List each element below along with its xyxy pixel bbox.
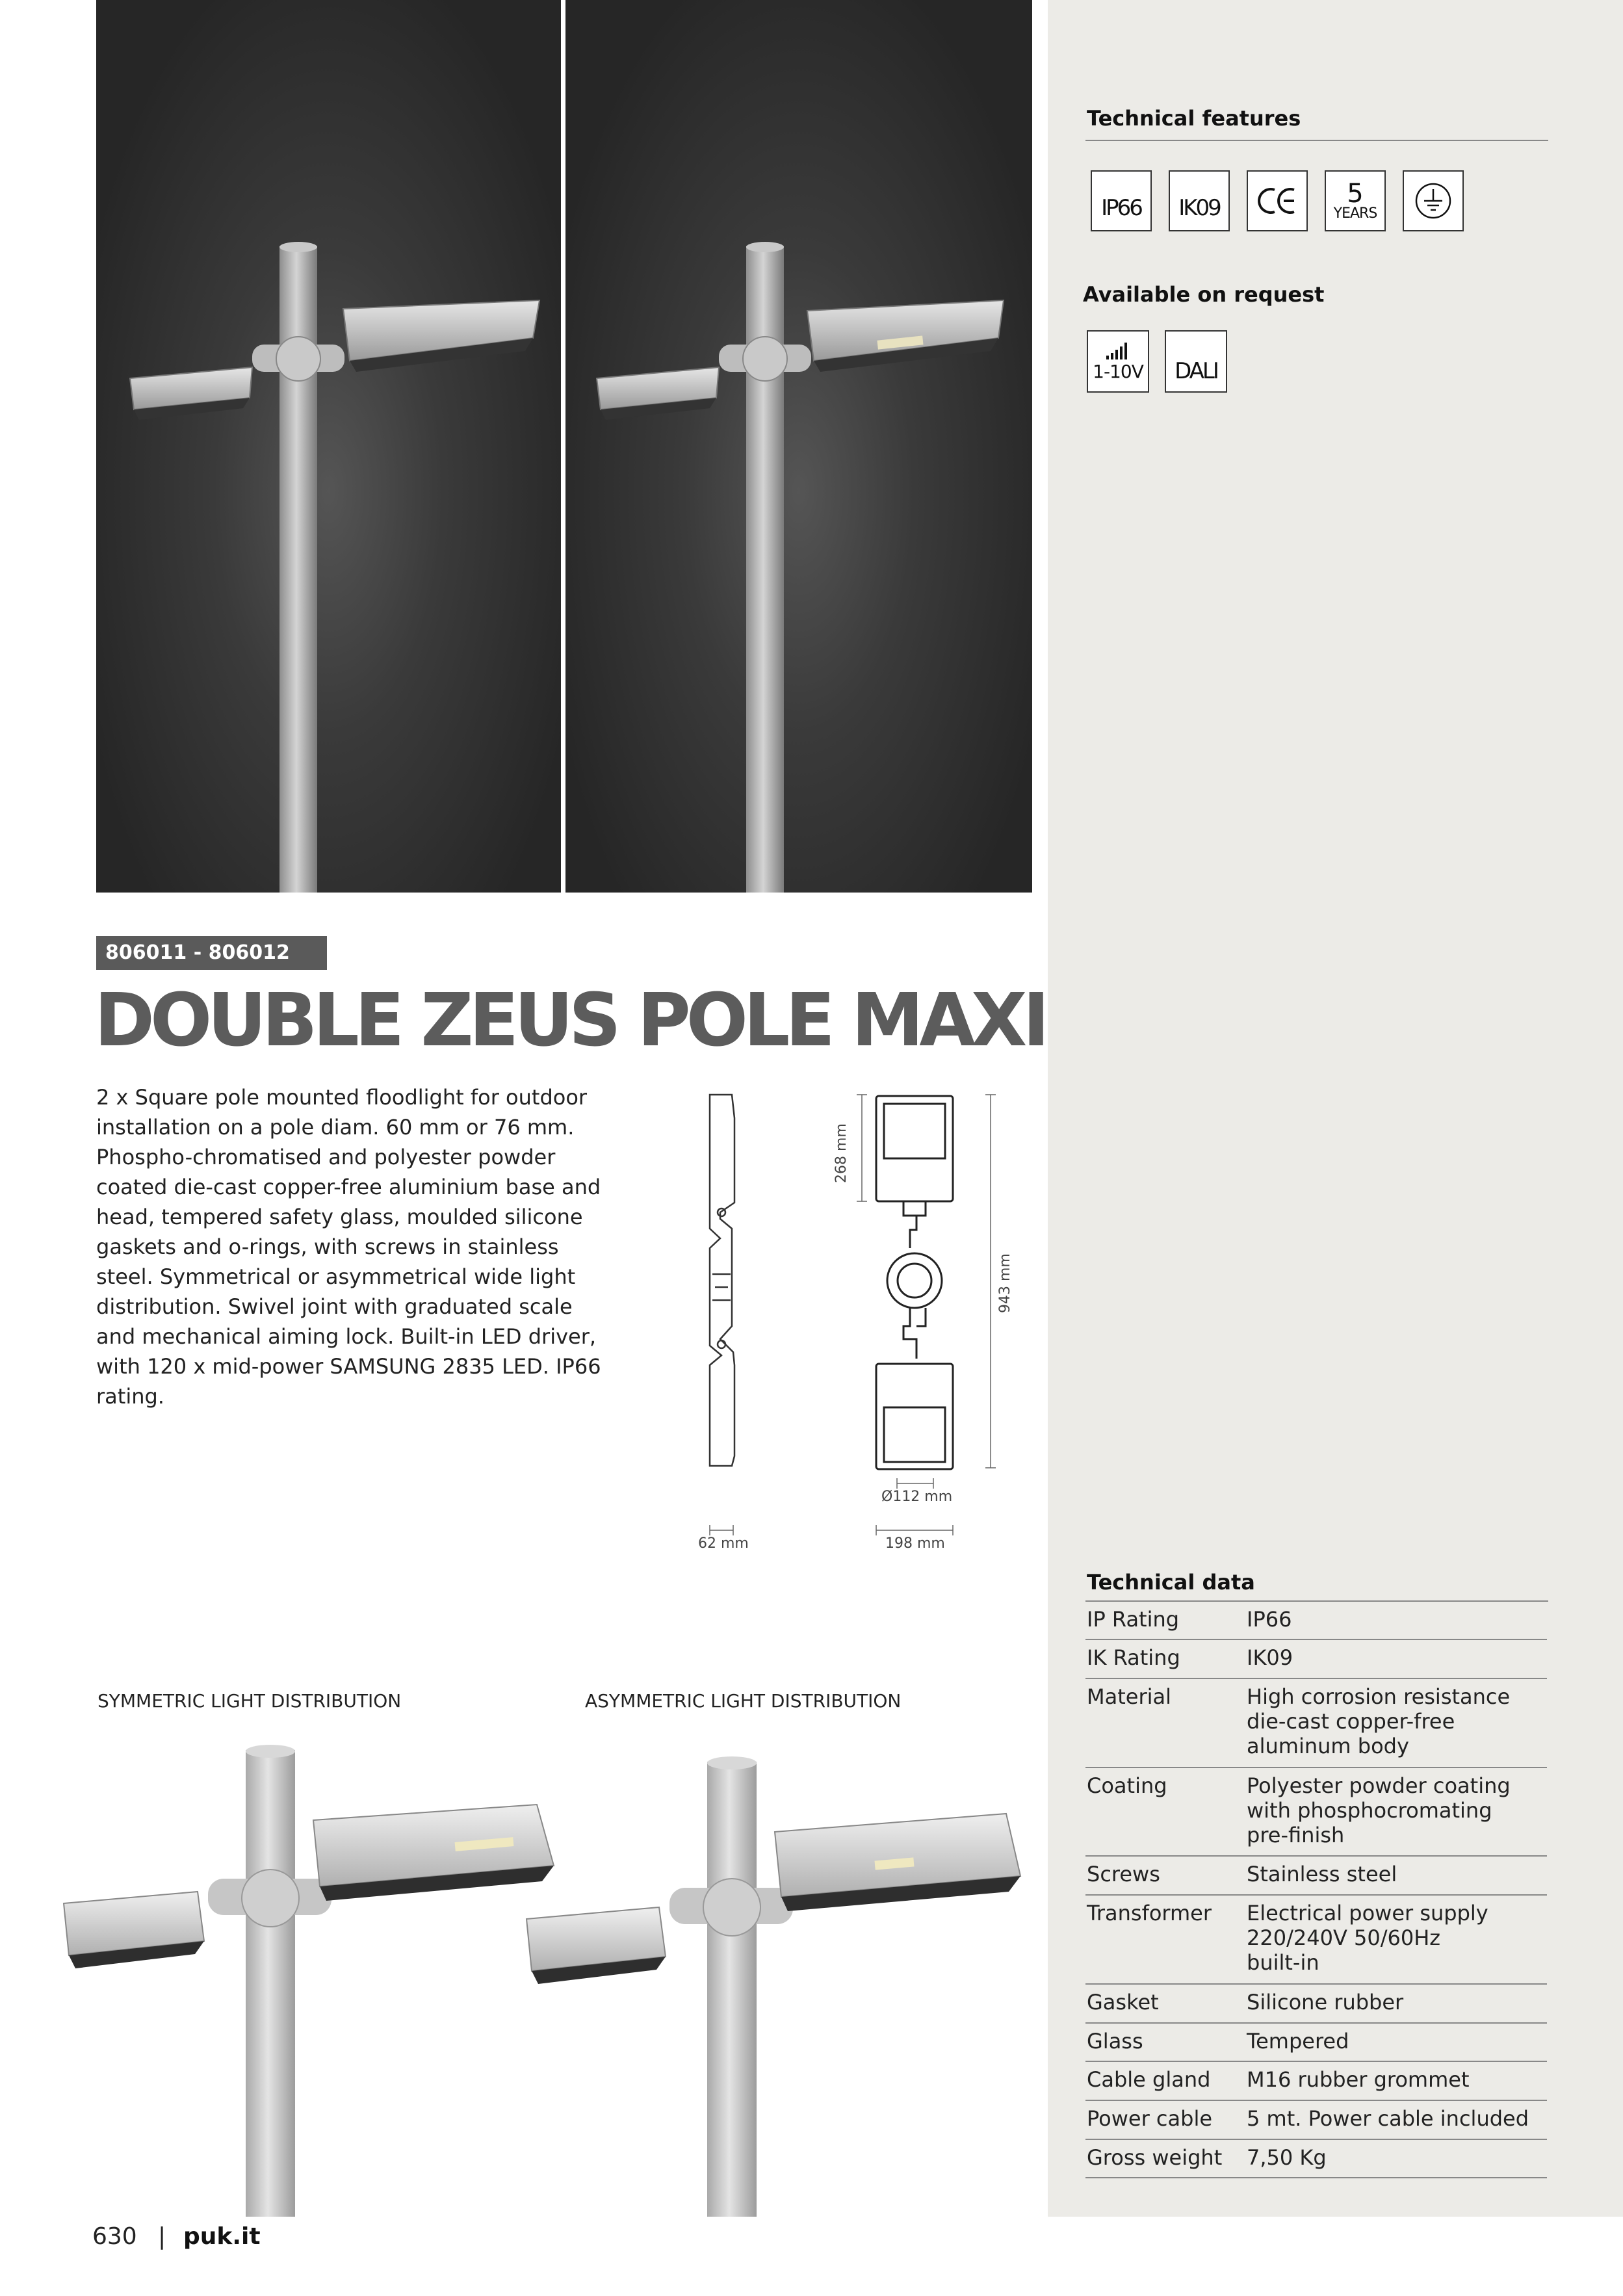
- dimming-1-10v-icon: 1-10V: [1087, 330, 1149, 393]
- floodlight-pole-illustration: [58, 1742, 565, 2217]
- table-row: [1085, 2101, 1547, 2140]
- asymmetric-distribution-label: ASYMMETRIC LIGHT DISTRIBUTION: [585, 1690, 902, 1712]
- row-value: 5 mt. Power cable included: [1247, 2106, 1529, 2131]
- footer-separator: |: [158, 2223, 166, 2250]
- dali-icon: DALI: [1165, 330, 1227, 393]
- table-row: [1085, 1679, 1547, 1768]
- table-row: [1085, 1896, 1547, 1985]
- table-row: [1085, 1857, 1547, 1896]
- row-value: IP66: [1247, 1607, 1292, 1632]
- row-key: Gasket: [1087, 1990, 1159, 2015]
- website-link[interactable]: puk.it: [183, 2223, 261, 2250]
- symmetric-distribution-photo: [58, 1742, 565, 2217]
- dim-head-height: 268 mm: [833, 1123, 850, 1183]
- asymmetric-distribution-photo: [524, 1749, 1037, 2217]
- row-key: IK Rating: [1087, 1645, 1180, 1670]
- ip66-icon: IP66: [1091, 170, 1152, 231]
- product-title: DOUBLE ZEUS POLE MAXI: [94, 978, 1045, 1063]
- divider: [1085, 140, 1548, 141]
- ik09-icon: IK09: [1169, 170, 1230, 231]
- table-row: [1085, 1640, 1547, 1679]
- ce-mark-glyph: [1256, 186, 1298, 216]
- product-code-badge: 806011 - 806012: [96, 936, 327, 970]
- table-row: [1085, 2062, 1547, 2101]
- table-row: [1085, 1768, 1547, 1857]
- table-row: [1085, 1985, 1547, 2024]
- row-value: Polyester powder coating with phosphocromating pre-finish: [1247, 1773, 1511, 1847]
- row-key: Coating: [1087, 1773, 1167, 1798]
- row-key: Gross weight: [1087, 2145, 1223, 2170]
- row-key: Material: [1087, 1684, 1171, 1709]
- table-row: [1085, 2140, 1547, 2178]
- row-key: Glass: [1087, 2029, 1143, 2054]
- row-value: 7,50 Kg: [1247, 2145, 1327, 2170]
- row-value: Tempered: [1247, 2029, 1349, 2054]
- dim-front-width: 198 mm: [885, 1535, 945, 1552]
- ce-mark-icon: [1247, 170, 1308, 231]
- technical-features-heading: Technical features: [1087, 106, 1301, 131]
- earth-ground-icon: [1403, 170, 1464, 231]
- row-key: IP Rating: [1087, 1607, 1180, 1632]
- row-key: Transformer: [1087, 1901, 1212, 1925]
- floodlight-pole-illustration: [565, 0, 1032, 893]
- product-photo-symmetric: [96, 0, 561, 893]
- table-row: [1085, 1602, 1547, 1640]
- floodlight-pole-illustration: [96, 0, 561, 893]
- page-number: 630: [92, 2223, 137, 2250]
- technical-drawing: [650, 1079, 1040, 1560]
- row-value: IK09: [1247, 1645, 1293, 1670]
- table-row: [1085, 2024, 1547, 2062]
- row-value: Electrical power supply 220/240V 50/60Hz built-in: [1247, 1901, 1488, 1975]
- row-value: M16 rubber grommet: [1247, 2067, 1470, 2092]
- signal-bars-glyph: [1105, 341, 1131, 361]
- row-key: Power cable: [1087, 2106, 1213, 2131]
- product-photo-asymmetric: [565, 0, 1032, 893]
- row-key: Screws: [1087, 1862, 1160, 1886]
- available-on-request-heading: Available on request: [1083, 282, 1325, 307]
- dim-total-height: 943 mm: [997, 1253, 1013, 1313]
- symmetric-distribution-label: SYMMETRIC LIGHT DISTRIBUTION: [97, 1690, 402, 1712]
- dim-diameter: Ø112 mm: [881, 1489, 953, 1505]
- technical-data-heading: Technical data: [1087, 1570, 1255, 1595]
- ground-symbol-glyph: [1414, 181, 1453, 220]
- row-value: Silicone rubber: [1247, 1990, 1404, 2015]
- row-value: High corrosion resistance die-cast copper-free aluminum body: [1247, 1684, 1511, 1758]
- product-description: 2 x Square pole mounted floodlight for outdoor installation on a pole diam. 60 mm or 76 mm. Phospho-chromatised and polyester powder coated die-cast copper-free aluminium base and head, tempered safety glass, moulded silicone gaskets and o-rings, with screws in stainless steel. Symmetrical or asymmetrical wide light distribution. Swivel joint with graduated scale and mechanical aiming lock. Built-in LED driver, with 120 x mid-power SAMSUNG 2835 LED. IP66 rating.: [96, 1085, 601, 1409]
- row-value: Stainless steel: [1247, 1862, 1397, 1886]
- warranty-5-years-icon: 5 YEARS: [1325, 170, 1386, 231]
- floodlight-pole-illustration: [524, 1749, 1037, 2217]
- row-key: Cable gland: [1087, 2067, 1211, 2092]
- dim-side-width: 62 mm: [698, 1535, 749, 1552]
